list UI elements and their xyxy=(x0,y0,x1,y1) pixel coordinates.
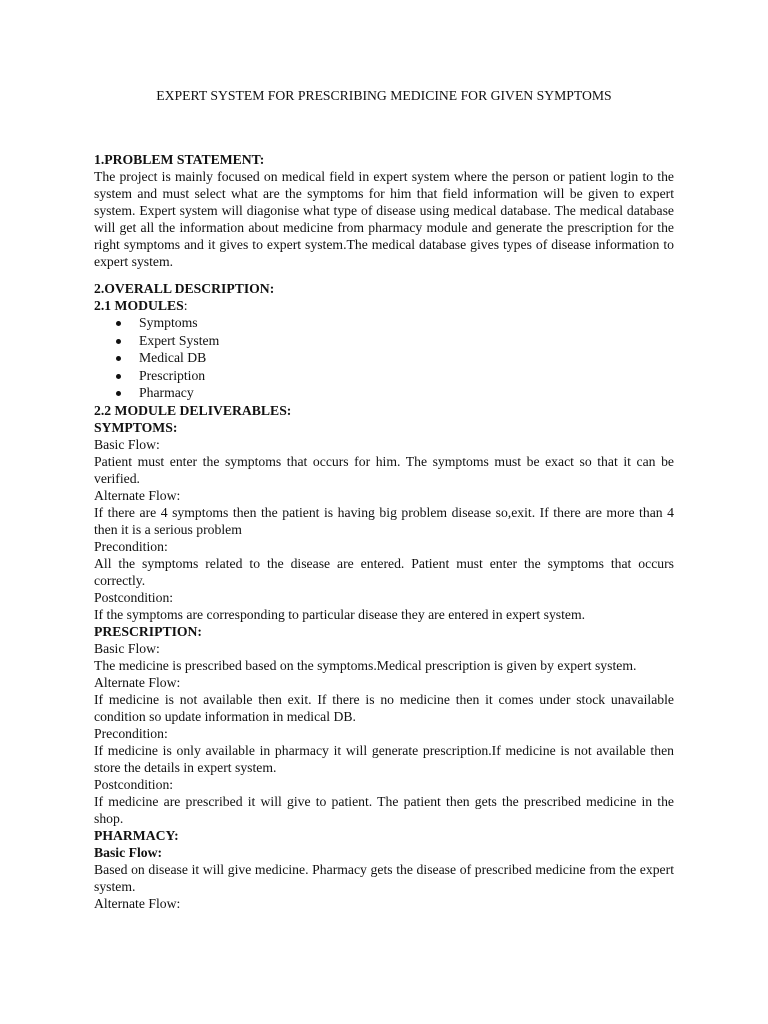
symptoms-precondition-label: Precondition: xyxy=(94,538,168,554)
document-body xyxy=(94,151,674,912)
bullet-icon xyxy=(116,374,121,379)
problem-statement-text: The project is mainly focused on medical field in expert system where the person or patient login to the system and must select what are the symptoms for him that field information will be given to expert system. Expert system will diagonise what type of disease using medical database. The medical database will get all the information about medicine from pharmacy module and generate the prescription for the right symptoms and it gives to expert system.The medical database gives types of disease information to expert system. xyxy=(94,169,674,269)
symptoms-basic-flow-label: Basic Flow: xyxy=(94,436,160,452)
prescription-precondition-label: Precondition: xyxy=(94,725,168,741)
module-label: Prescription xyxy=(139,367,206,383)
symptoms-alternate-flow-label: Alternate Flow: xyxy=(94,487,181,503)
pharmacy-basic-flow-label: Basic Flow: xyxy=(94,844,163,860)
module-deliverables-heading: 2.2 MODULE DELIVERABLES: xyxy=(94,402,292,418)
module-label: Symptoms xyxy=(139,315,198,330)
symptoms-heading: SYMPTOMS: xyxy=(94,419,178,435)
prescription-heading: PRESCRIPTION: xyxy=(94,623,202,639)
modules-heading-line xyxy=(94,297,674,314)
symptoms-precondition-text: All the symptoms related to the disease are entered. Patient must enter the symptoms that occurs correctly. xyxy=(94,555,674,588)
list-item xyxy=(94,349,674,367)
symptoms-alternate-flow-text: If there are 4 symptoms then the patient is having big problem disease so,exit. If there are more than 4 then it is a serious problem xyxy=(94,504,674,537)
pharmacy-heading: PHARMACY: xyxy=(94,827,179,843)
modules-list xyxy=(94,314,674,402)
bullet-icon xyxy=(116,339,121,344)
symptoms-basic-flow-text: Patient must enter the symptoms that occurs for him. The symptoms must be exact so that it can be verified. xyxy=(94,453,674,486)
bullet-icon xyxy=(116,356,121,361)
module-label: Pharmacy xyxy=(139,385,194,401)
list-item xyxy=(94,314,674,332)
prescription-postcondition-label: Postcondition: xyxy=(94,776,174,792)
overall-description-heading: 2.OVERALL DESCRIPTION: xyxy=(94,281,275,296)
symptoms-postcondition-label: Postcondition: xyxy=(94,589,174,605)
prescription-alternate-flow-text: If medicine is not available then exit. If there is no medicine then it comes under stock unavailable condition so update information in medical DB. xyxy=(94,691,674,724)
prescription-alternate-flow-label: Alternate Flow: xyxy=(94,674,181,690)
prescription-basic-flow-label: Basic Flow: xyxy=(94,640,160,656)
prescription-basic-flow-text: The medicine is prescribed based on the symptoms.Medical prescription is given by expert system. xyxy=(94,657,637,673)
module-label: Medical DB xyxy=(139,350,207,366)
modules-heading: 2.1 MODULES xyxy=(94,298,184,313)
prescription-postcondition-text: If medicine are prescribed it will give to patient. The patient then gets the prescribed medicine in the shop. xyxy=(94,793,674,826)
pharmacy-basic-flow-text: Based on disease it will give medicine. Pharmacy gets the disease of prescribed medicine from the expert system. xyxy=(94,861,674,894)
modules-colon: : xyxy=(183,298,188,313)
symptoms-postcondition-text: If the symptoms are corresponding to particular disease they are entered in expert system. xyxy=(94,606,586,622)
document-title: EXPERT SYSTEM FOR PRESCRIBING MEDICINE FOR GIVEN SYMPTOMS xyxy=(156,88,612,103)
list-item xyxy=(94,332,674,350)
bullet-icon xyxy=(116,321,121,326)
bullet-icon xyxy=(116,391,121,396)
pharmacy-alternate-flow-label: Alternate Flow: xyxy=(94,895,181,911)
list-item xyxy=(94,367,674,385)
list-item xyxy=(94,384,674,402)
prescription-precondition-text: If medicine is only available in pharmacy it will generate prescription.If medicine is not available then store the details in expert system. xyxy=(94,742,674,775)
module-label: Expert System xyxy=(139,332,220,348)
problem-statement-heading: 1.PROBLEM STATEMENT: xyxy=(94,152,265,167)
